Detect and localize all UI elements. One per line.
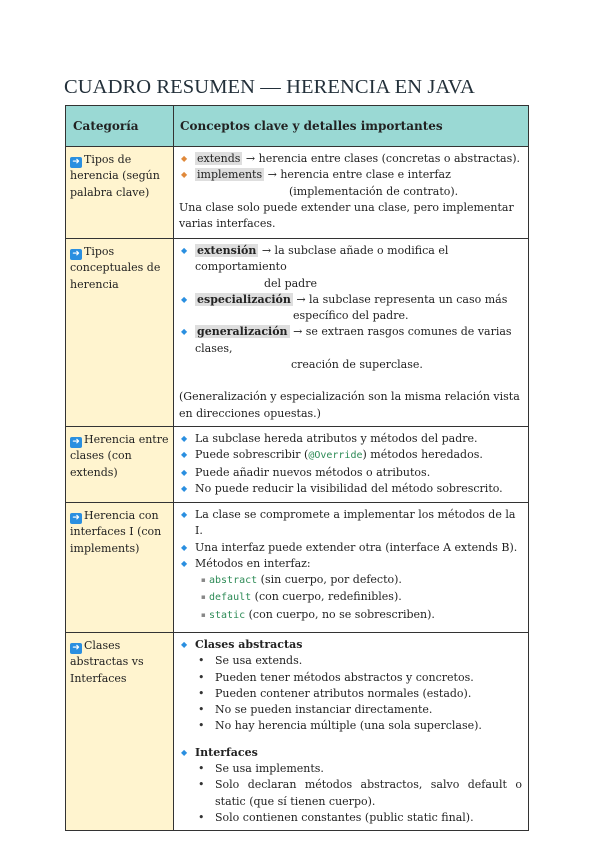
category-label: Herencia entre clases (con extends) bbox=[70, 432, 169, 479]
list-item: • Se usa extends. bbox=[179, 653, 522, 669]
keyword-highlight: implements bbox=[197, 168, 263, 182]
category-label: Tipos conceptuales de herencia bbox=[70, 245, 161, 291]
header-category: Categoría bbox=[66, 106, 174, 147]
list-item: • No se pueden instanciar directamente. bbox=[179, 702, 522, 718]
list-item: ◆ implements → herencia entre clase e interfaz (implementación de contrato). bbox=[179, 167, 522, 200]
list-item: ◆ Puede añadir nuevos métodos o atributos. bbox=[179, 465, 522, 481]
category-cell bbox=[66, 147, 174, 239]
note-text: Una clase solo puede extender una clase, pero implementar varias interfaces. bbox=[179, 200, 514, 231]
list-item: • No hay herencia múltiple (una sola superclase). bbox=[179, 718, 522, 734]
list-item: ▪ abstract (sin cuerpo, por defecto). bbox=[179, 572, 522, 589]
table-row bbox=[66, 502, 529, 632]
table-row bbox=[66, 632, 529, 830]
list-item: • Se usa implements. bbox=[179, 761, 522, 777]
details-cell bbox=[174, 632, 529, 830]
list-item: ▪ static (con cuerpo, no se sobrescriben). bbox=[179, 607, 522, 624]
arrow-right-icon: ➜ bbox=[70, 643, 82, 654]
header-concepts: Conceptos clave y detalles importantes bbox=[174, 106, 529, 147]
list-item: ◆ Puede sobrescribir (@Override) métodos heredados. bbox=[179, 447, 522, 464]
category-cell bbox=[66, 239, 174, 427]
code-snippet: default bbox=[209, 592, 252, 604]
keyword-highlight: especialización bbox=[197, 292, 291, 306]
category-label: Clases abstractas vs Interfaces bbox=[70, 638, 144, 685]
list-item: ◆ No puede reducir la visibilidad del método sobrescrito. bbox=[179, 481, 522, 497]
table-row bbox=[66, 239, 529, 427]
keyword-highlight: generalización bbox=[197, 325, 288, 339]
list-item: ◆ Una interfaz puede extender otra (interface A extends B). bbox=[179, 540, 522, 556]
list-item: ◆ Métodos en interfaz: bbox=[179, 556, 522, 572]
section-heading: ◆ Interfaces bbox=[179, 745, 522, 761]
note-text: (Generalización y especialización son la misma relación vista en direcciones opuestas.) bbox=[179, 390, 520, 420]
list-item: • Solo declaran métodos abstractos, salvo default o static (que sí tienen cuerpo). bbox=[179, 777, 522, 810]
summary-table bbox=[65, 105, 529, 831]
list-item: ◆ especialización → la subclase representa un caso más específico del padre. bbox=[179, 292, 522, 325]
arrow-right-icon: ➜ bbox=[70, 249, 82, 260]
list-item: ◆ generalización → se extraen rasgos comunes de varias clases, creación de superclase. bbox=[179, 324, 522, 373]
list-item: ◆ extensión → la subclase añade o modifica el comportamiento del padre bbox=[179, 243, 522, 292]
list-item: ◆ La subclase hereda atributos y métodos del padre. bbox=[179, 431, 522, 447]
list-item: • Pueden contener atributos normales (estado). bbox=[179, 686, 522, 702]
page-title: CUADRO RESUMEN — HERENCIA EN JAVA bbox=[64, 76, 475, 98]
table-row bbox=[66, 426, 529, 502]
arrow-right-icon: ➜ bbox=[70, 513, 82, 524]
list-item: ◆ extends → herencia entre clases (concretas o abstractas). bbox=[179, 151, 522, 167]
category-cell bbox=[66, 502, 174, 632]
arrow-right-icon: ➜ bbox=[70, 437, 82, 448]
table-header-row bbox=[66, 106, 529, 147]
details-cell bbox=[174, 239, 529, 427]
details-cell bbox=[174, 502, 529, 632]
arrow-right-icon: ➜ bbox=[70, 157, 82, 168]
section-heading: ◆ Clases abstractas bbox=[179, 637, 522, 653]
details-cell bbox=[174, 147, 529, 239]
category-cell bbox=[66, 632, 174, 830]
code-snippet: @Override bbox=[308, 450, 363, 462]
keyword-highlight: extensión bbox=[197, 244, 257, 257]
list-item: ▪ default (con cuerpo, redefinibles). bbox=[179, 589, 522, 606]
category-label: Tipos de herencia (según palabra clave) bbox=[70, 153, 160, 199]
keyword-highlight: extends bbox=[197, 152, 241, 165]
list-item: • Solo contienen constantes (public static final). bbox=[179, 810, 522, 826]
category-cell bbox=[66, 426, 174, 502]
code-snippet: abstract bbox=[209, 575, 258, 587]
table-row bbox=[66, 147, 529, 239]
code-snippet: static bbox=[209, 609, 246, 621]
list-item: ◆ La clase se compromete a implementar los métodos de la I. bbox=[179, 507, 522, 540]
category-label: Herencia con interfaces I (con implements) bbox=[70, 508, 162, 555]
list-item: • Pueden tener métodos abstractos y concretos. bbox=[179, 670, 522, 686]
details-cell bbox=[174, 426, 529, 502]
